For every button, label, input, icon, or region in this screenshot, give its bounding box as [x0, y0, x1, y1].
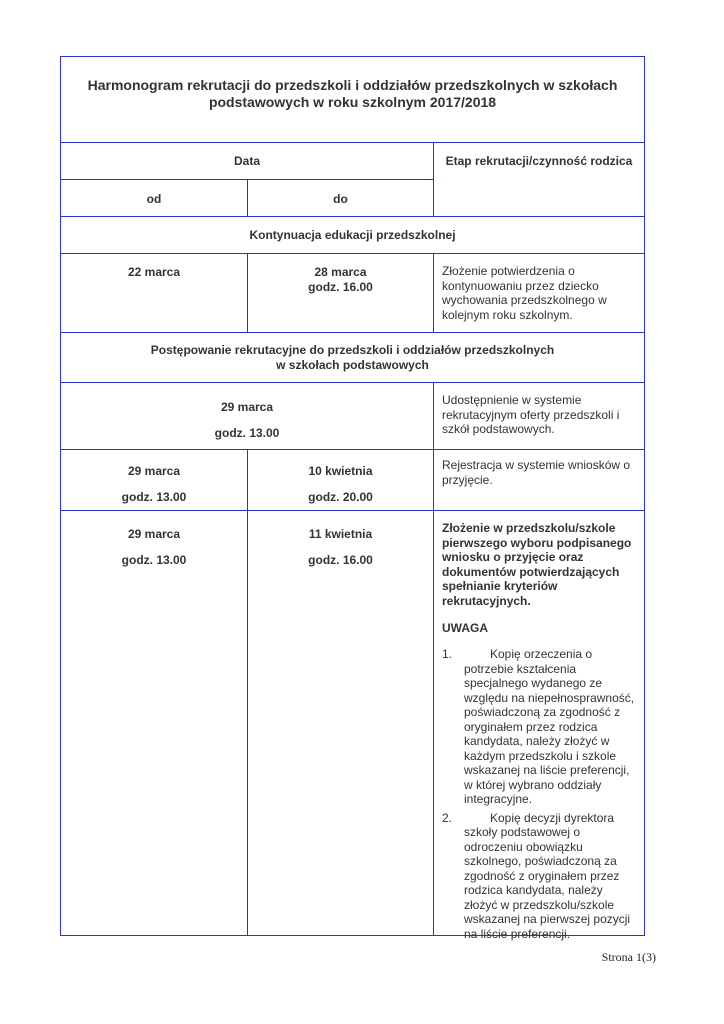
row-from-time: godz. 13.00: [121, 553, 187, 567]
section2-heading: [61, 333, 644, 382]
row-date-day: 29 marca: [220, 400, 274, 414]
section1-heading: Kontynuacja edukacji przedszkolnej: [249, 228, 456, 242]
row-from: [61, 511, 247, 935]
row-from-time: godz. 13.00: [121, 490, 187, 504]
page-title: Harmonogram rekrutacji do przedszkoli i oddziałów przedszkolnych w szkołach podstawowych w roku szkolnym 2017/2018: [87, 77, 618, 110]
list-item-text-content: Kopię decyzji dyrektora szkoły podstawowej o odroczeniu obowiązku szkolnego, poświadczoną za zgodność z oryginałem przez rodzica kandydata, należy złożyć w przedszkolu/szkole wskazanej na pierwszej pozycji na liście preferencji.: [464, 810, 631, 941]
row-desc-main: Złożenie w przedszkolu/szkole pierwszego wyboru podpisanego wniosku o przyjęcie oraz dokumentów potwierdzających spełnianie kryteriów rekrutacyjnych.: [442, 521, 632, 608]
header-date: Data: [233, 154, 260, 168]
schedule-table: [60, 56, 645, 941]
table-row: [61, 510, 644, 941]
row-to-date: 11 kwietnia: [308, 527, 373, 541]
table-row: [61, 253, 644, 332]
row-to: [247, 511, 433, 935]
section2-heading-line1: Postępowanie rekrutacyjne do przedszkoli i oddziałów przedszkolnych: [150, 343, 555, 357]
header-stage: Etap rekrutacji/czynność rodzica: [433, 143, 644, 216]
row-to-date: 10 kwietnia: [308, 464, 373, 478]
row-date: [61, 383, 433, 449]
table-row: [61, 382, 644, 449]
row-from: [61, 450, 247, 510]
list-item-number: 2.: [442, 810, 453, 825]
note-label: UWAGA: [442, 621, 488, 635]
row-to: [247, 450, 433, 510]
list-item-text-content: Kopię orzeczenia o potrzebie kształcenia specjalnego wydanego ze względu na niepełnosprawność, poświadczoną za zgodność z oryginałem przez rodzica kandydata, należy złożyć w każdym przedszkolu i szkole wskazanej na liście preferencji, w której wybrano oddziały integracyjne.: [464, 647, 635, 806]
header-row: [61, 142, 644, 216]
row-from-date: 29 marca: [127, 527, 181, 541]
row-to-time: godz. 16.00: [308, 553, 373, 567]
section2-heading-line2: w szkołach podstawowych: [276, 358, 429, 372]
list-item-number: 1.: [442, 647, 453, 661]
list-item: [442, 647, 636, 807]
table-row: [61, 449, 644, 510]
page-number: Strona 1(3): [601, 950, 656, 964]
row-desc: Rejestracja w systemie wniosków o przyjęcie.: [433, 450, 644, 510]
section-heading-row: [61, 216, 644, 253]
header-to: do: [247, 180, 433, 216]
title-row: [61, 57, 644, 142]
row-to: [247, 254, 433, 332]
row-from: 22 marca: [127, 265, 181, 279]
section-heading-row: [61, 332, 644, 382]
row-desc: Złożenie potwierdzenia o kontynuowaniu przez dziecko wychowania przedszkolnego w kolejnym roku szkolnym.: [433, 254, 644, 332]
list-item: [442, 811, 636, 942]
header-from: od: [146, 192, 162, 207]
notes-list: [442, 647, 636, 941]
list-item-text: [464, 647, 636, 807]
row-to-time: godz. 20.00: [308, 490, 373, 504]
row-to-date: 28 marca: [314, 265, 367, 279]
row-to-time: godz. 16.00: [308, 280, 373, 294]
row-date-time: godz. 13.00: [214, 426, 280, 440]
row-desc: Udostępnienie w systemie rekrutacyjnym oferty przedszkoli i szkół podstawowych.: [433, 383, 644, 449]
row-desc: [433, 511, 644, 941]
list-item-text: [464, 811, 636, 942]
row-from-date: 29 marca: [127, 464, 181, 478]
